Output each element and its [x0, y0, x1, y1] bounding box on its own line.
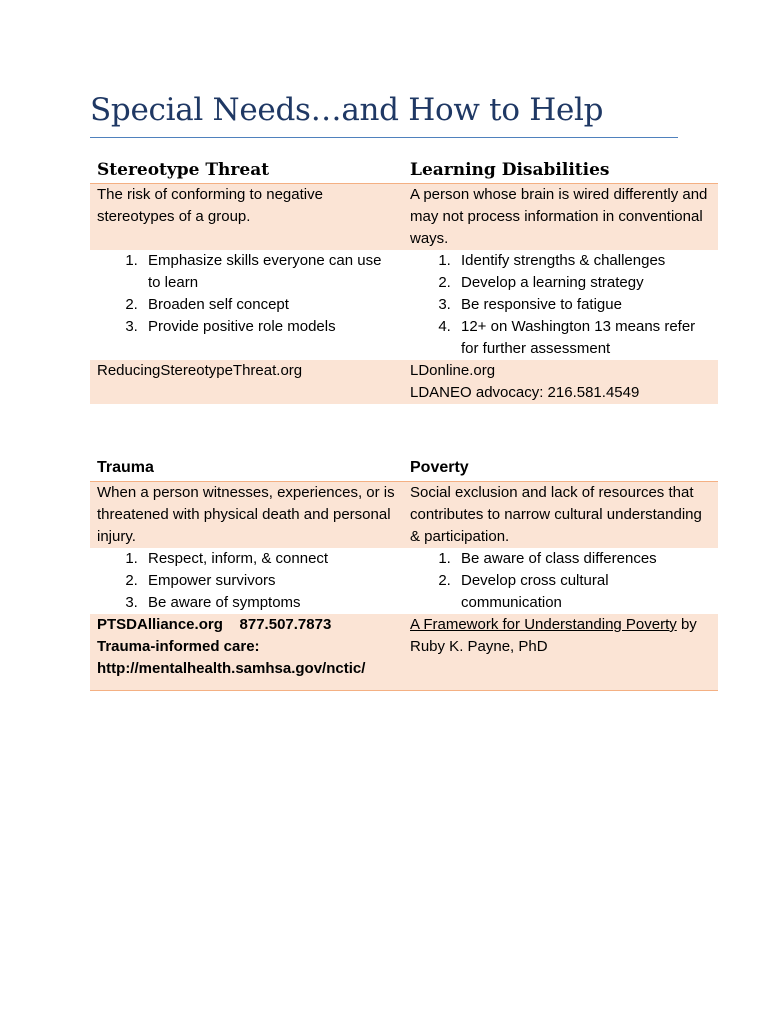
learning-disabilities-description: A person whose brain is wired differently and may not process information in conventional ways.: [403, 184, 718, 251]
special-needs-table-2: [90, 456, 718, 691]
poverty-book-author: by Ruby K. Payne, PhD: [410, 616, 697, 655]
resources-row: [90, 614, 718, 691]
trauma-resource-link[interactable]: http://mentalhealth.samhsa.gov/nctic/: [97, 660, 366, 677]
list-item: 4. 12+ on Washington 13 means refer for further assessment: [455, 316, 712, 360]
list-item: 2. Develop a learning strategy: [455, 272, 712, 294]
trauma-steps: [97, 548, 397, 614]
trauma-description: When a person witnesses, experiences, or is threatened with physical death and personal injury.: [90, 482, 403, 549]
steps-row: [90, 250, 718, 360]
list-item: 1. Respect, inform, & connect: [142, 548, 397, 570]
stereotype-threat-steps: [97, 250, 397, 338]
learning-disabilities-steps: [410, 250, 712, 360]
stereotype-threat-resource: ReducingStereotypeThreat.org: [97, 362, 303, 379]
trauma-heading: Trauma: [90, 456, 403, 482]
poverty-steps: [410, 548, 712, 614]
poverty-book-link[interactable]: A Framework for Understanding Poverty: [410, 616, 677, 633]
table-header-row: [90, 158, 718, 184]
learning-disabilities-heading: Learning Disabilities: [403, 158, 718, 184]
title-divider: [90, 137, 678, 138]
resources-row: [90, 360, 718, 404]
list-item: 3. Be aware of symptoms: [142, 592, 397, 614]
poverty-description: Social exclusion and lack of resources that contributes to narrow cultural understanding & participation.: [403, 482, 718, 549]
stereotype-threat-heading: Stereotype Threat: [90, 158, 403, 184]
page-title: Special Needs…and How to Help: [90, 92, 604, 128]
description-row: [90, 184, 718, 251]
trauma-resource-label: Trauma-informed care:: [97, 638, 260, 655]
list-item: 1. Be aware of class differences: [455, 548, 712, 570]
steps-row: [90, 548, 718, 614]
poverty-heading: Poverty: [403, 456, 718, 482]
description-row: [90, 482, 718, 549]
list-item: 3. Provide positive role models: [142, 316, 397, 338]
trauma-resource-website: PTSDAlliance.org 877.507.7873: [97, 616, 332, 633]
special-needs-table-1: [90, 158, 718, 404]
learning-disabilities-resource-website: LDonline.org: [410, 362, 496, 379]
learning-disabilities-resource-phone: LDANEO advocacy: 216.581.4549: [410, 384, 640, 401]
list-item: 2. Develop cross cultural communication: [455, 570, 712, 614]
list-item: 3. Be responsive to fatigue: [455, 294, 712, 316]
list-item: 1. Emphasize skills everyone can use to learn: [142, 250, 397, 294]
list-item: 2. Broaden self concept: [142, 294, 397, 316]
table-header-row: [90, 456, 718, 482]
stereotype-threat-description: The risk of conforming to negative stereotypes of a group.: [90, 184, 403, 251]
list-item: 2. Empower survivors: [142, 570, 397, 592]
list-item: 1. Identify strengths & challenges: [455, 250, 712, 272]
